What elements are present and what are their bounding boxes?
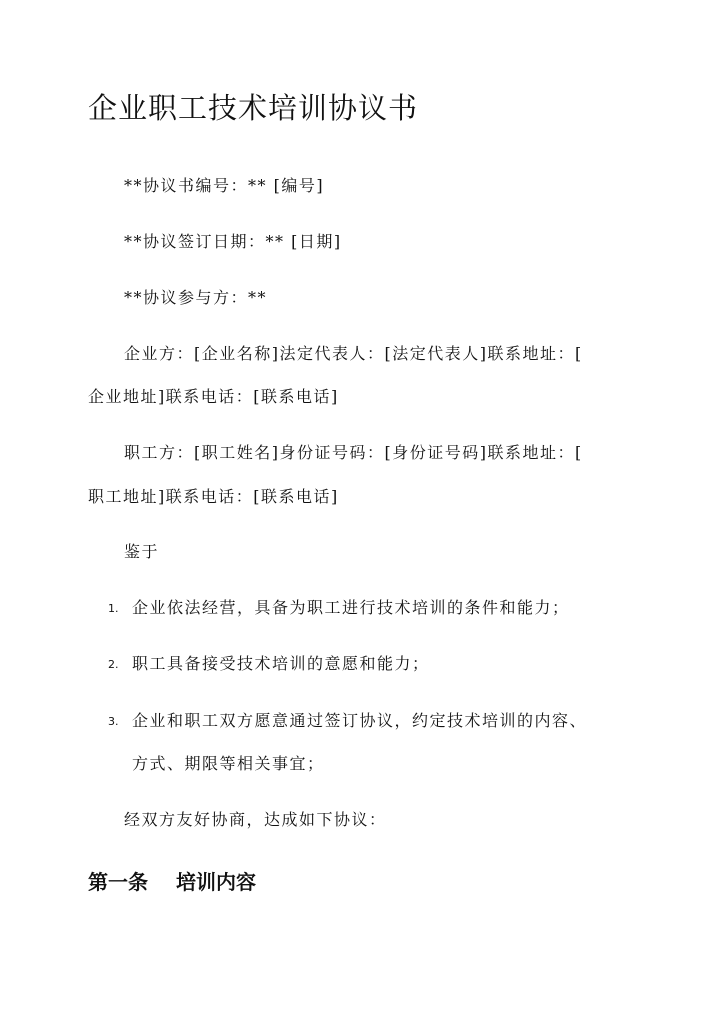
agreement-date-line: **协议签订日期：** [日期] — [124, 232, 342, 251]
list-item-number: 3. — [108, 715, 119, 728]
parties-header: **协议参与方：** — [124, 288, 268, 307]
employee-party-line-1: 职工方：[职工姓名]身份证号码：[身份证号码]联系地址：[ — [124, 443, 583, 462]
list-item-number: 2. — [108, 658, 119, 671]
section-heading — [88, 866, 256, 895]
employee-party-line-2: 职工地址]联系电话：[联系电话] — [88, 487, 339, 506]
list-item-continuation: 方式、期限等相关事宜； — [132, 754, 325, 773]
document-title: 企业职工技术培训协议书 — [88, 91, 419, 125]
list-item-text: 职工具备接受技术培训的意愿和能力； — [132, 654, 430, 673]
list-item-text: 企业和职工双方愿意通过签订协议，约定技术培训的内容、 — [132, 711, 588, 730]
agreement-number-line: **协议书编号：** [编号] — [124, 176, 325, 195]
list-item-number: 1. — [108, 602, 119, 615]
whereas-label: 鉴于 — [124, 542, 160, 561]
enterprise-party-line-1: 企业方：[企业名称]法定代表人：[法定代表人]联系地址：[ — [124, 344, 583, 363]
list-item-text: 企业依法经营，具备为职工进行技术培训的条件和能力； — [132, 598, 570, 617]
section-number: 第一条 — [88, 870, 148, 894]
section-title: 培训内容 — [176, 870, 256, 894]
enterprise-party-line-2: 企业地址]联系电话：[联系电话] — [88, 387, 339, 406]
agreement-intro: 经双方友好协商，达成如下协议： — [124, 810, 387, 829]
